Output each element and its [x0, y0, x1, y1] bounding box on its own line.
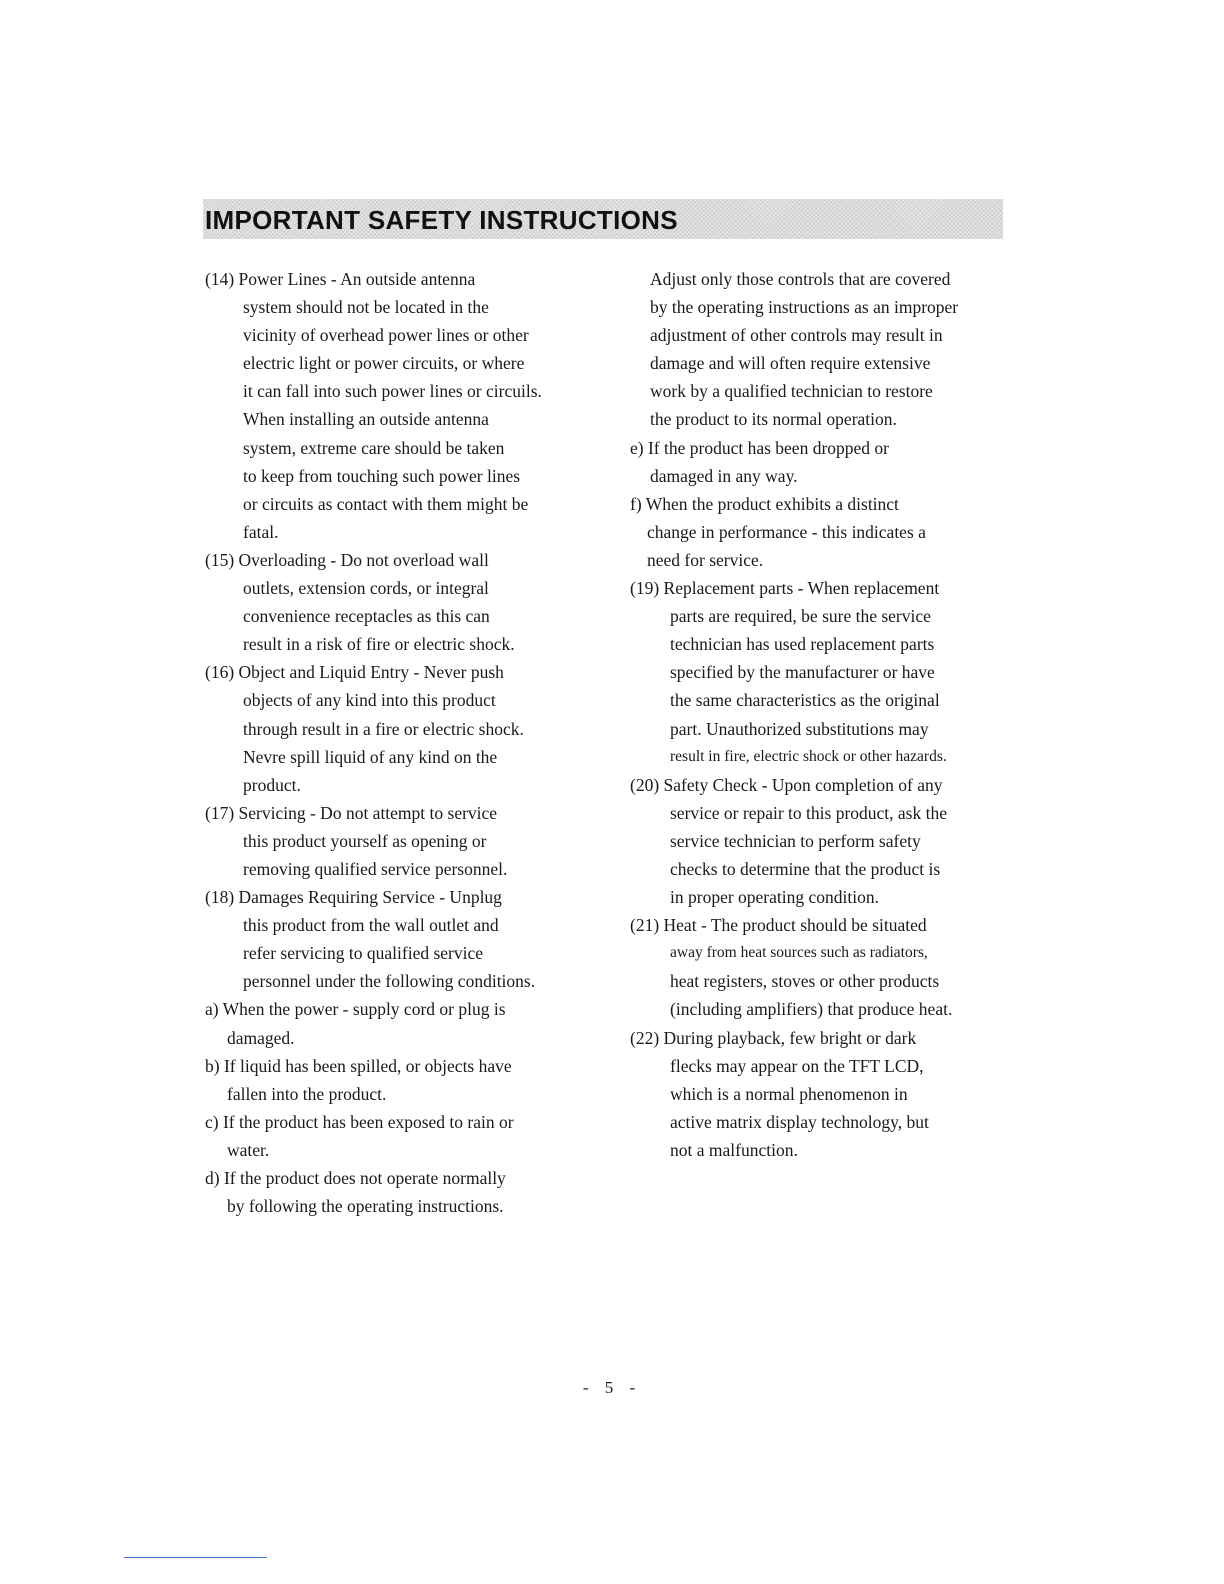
text-line: (15) Overloading - Do not overload wall: [205, 549, 489, 570]
text-line: damaged.: [227, 1027, 295, 1048]
text-line: which is a normal phenomenon in: [670, 1083, 908, 1104]
text-line: result in a risk of fire or electric shock.: [243, 634, 515, 655]
text-line: service technician to perform safety: [670, 830, 921, 851]
text-line: personnel under the following conditions.: [243, 971, 536, 992]
text-line: in proper operating condition.: [670, 887, 879, 908]
text-line: system, extreme care should be taken: [243, 437, 505, 458]
text-line: When installing an outside antenna: [243, 409, 489, 430]
text-line: change in performance - this indicates a: [647, 521, 926, 542]
left-column: [205, 265, 585, 1220]
text-line: specified by the manufacturer or have: [670, 662, 935, 683]
text-line: d) If the product does not operate normally: [205, 1168, 506, 1188]
text-line: (19) Replacement parts - When replacement: [630, 578, 940, 599]
text-line: to keep from touching such power lines: [243, 465, 521, 486]
footnote-divider: [124, 1557, 267, 1558]
text-line: product.: [243, 774, 301, 795]
text-line: removing qualified service personnel.: [243, 858, 508, 879]
text-line: it can fall into such power lines or circuils.: [243, 381, 542, 402]
text-line: by the operating instructions as an improper: [650, 297, 959, 318]
text-line: by following the operating instructions.: [227, 1196, 504, 1217]
text-line: system should not be located in the: [243, 297, 489, 318]
text-line: fallen into the product.: [227, 1083, 387, 1104]
text-line: c) If the product has been exposed to rain or: [205, 1111, 514, 1132]
text-line: result in fire, electric shock or other hazards.: [670, 747, 947, 765]
text-line: adjustment of other controls may result in: [650, 325, 943, 346]
text-line: (18) Damages Requiring Service - Unplug: [205, 887, 502, 908]
text-line: Nevre spill liquid of any kind on the: [243, 746, 498, 767]
text-line: or circuits as contact with them might be: [243, 493, 529, 514]
text-line: fatal.: [243, 521, 279, 542]
text-line: heat registers, stoves or other products: [670, 971, 940, 992]
text-line: the same characteristics as the original: [670, 690, 940, 711]
text-line: (17) Servicing - Do not attempt to service: [205, 802, 498, 823]
text-line: not a malfunction.: [670, 1139, 798, 1160]
text-line: part. Unauthorized substitutions may: [670, 718, 929, 739]
text-line: work by a qualified technician to restore: [650, 381, 933, 402]
right-column: [630, 265, 1000, 1164]
text-line: outlets, extension cords, or integral: [243, 578, 489, 599]
text-line: (16) Object and Liquid Entry - Never push: [205, 662, 504, 683]
text-line: service or repair to this product, ask the: [670, 802, 947, 823]
text-line: Adjust only those controls that are covered: [650, 269, 951, 289]
text-line: f) When the product exhibits a distinct: [630, 493, 899, 514]
text-line: away from heat sources such as radiators,: [670, 944, 928, 962]
text-line: (14) Power Lines - An outside antenna: [205, 269, 476, 289]
page-number: - 5 -: [582, 1378, 642, 1397]
text-line: refer servicing to qualified service: [243, 943, 484, 964]
text-line: this product from the wall outlet and: [243, 915, 499, 936]
text-line: convenience receptacles as this can: [243, 606, 490, 627]
text-line: (20) Safety Check - Upon completion of any: [630, 774, 943, 795]
text-line: electric light or power circuits, or where: [243, 353, 525, 374]
text-line: this product yourself as opening or: [243, 830, 487, 851]
text-line: the product to its normal operation.: [650, 409, 897, 430]
text-line: (including amplifiers) that produce heat.: [670, 999, 953, 1020]
text-line: (22) During playback, few bright or dark: [630, 1027, 917, 1048]
text-line: water.: [227, 1139, 270, 1160]
page-title: IMPORTANT SAFETY INSTRUCTIONS: [205, 205, 678, 235]
text-line: a) When the power - supply cord or plug is: [205, 999, 506, 1020]
text-line: technician has used replacement parts: [670, 634, 935, 655]
text-line: through result in a fire or electric shock.: [243, 718, 524, 739]
text-line: damaged in any way.: [650, 465, 798, 486]
text-line: objects of any kind into this product: [243, 690, 496, 711]
text-line: e) If the product has been dropped or: [630, 437, 889, 458]
text-line: b) If liquid has been spilled, or objects have: [205, 1055, 512, 1076]
text-line: checks to determine that the product is: [670, 858, 941, 879]
text-line: (21) Heat - The product should be situated: [630, 915, 927, 936]
text-line: need for service.: [647, 549, 764, 570]
text-line: damage and will often require extensive: [650, 353, 931, 374]
text-line: parts are required, be sure the service: [670, 606, 931, 627]
text-line: active matrix display technology, but: [670, 1111, 929, 1132]
text-line: flecks may appear on the TFT LCD,: [670, 1055, 924, 1076]
text-line: vicinity of overhead power lines or other: [243, 325, 529, 346]
